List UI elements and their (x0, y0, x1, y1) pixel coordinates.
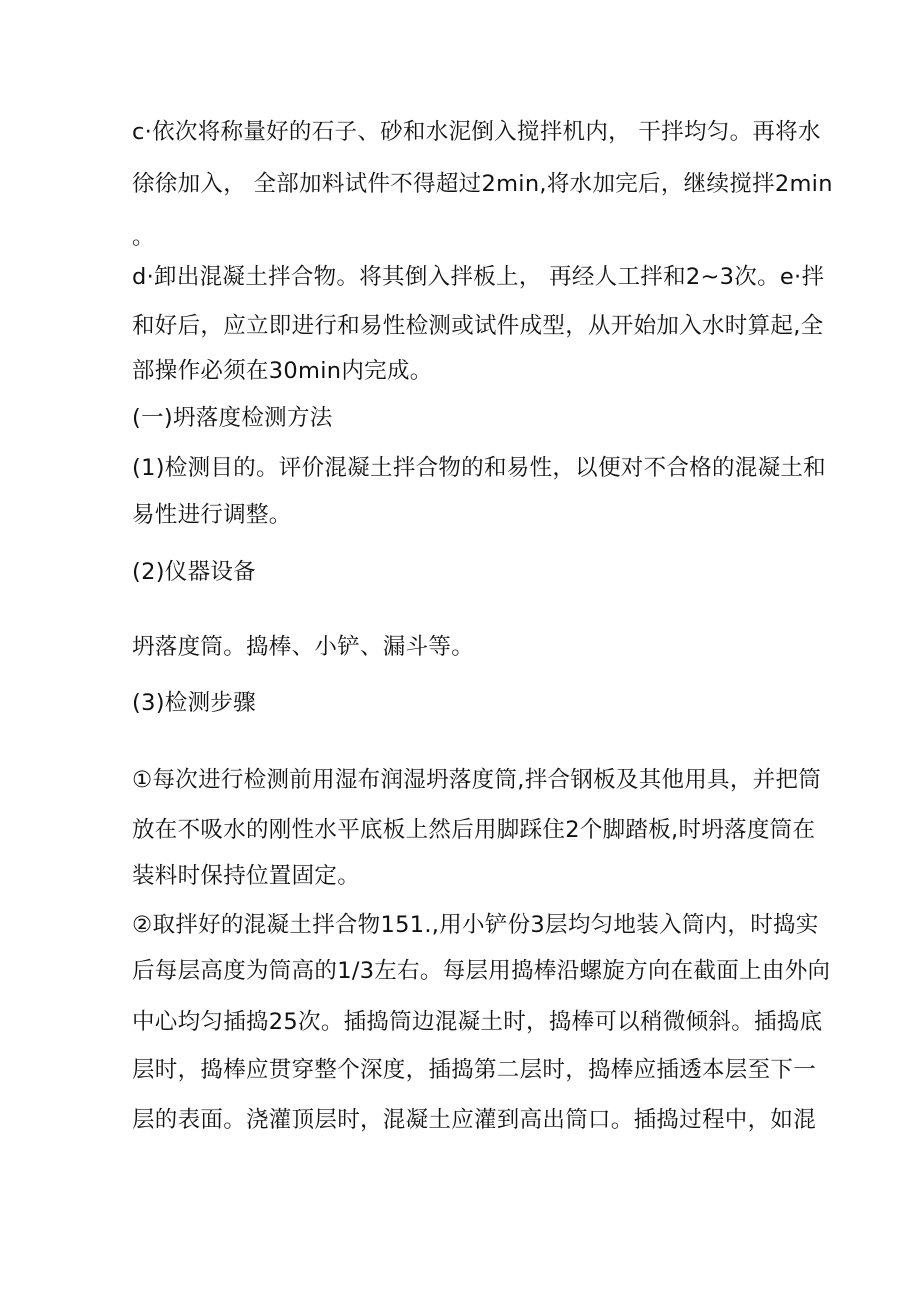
step-1-line-2: 放在不吸水的刚性水平底板上然后用脚踩住2个脚踏板,时坍落度筒在 (132, 817, 816, 843)
step-1-line-1: ①每次进行检测前用湿布润湿坍落度筒,拌合钢板及其他用具，并把筒 (132, 767, 822, 793)
steps-heading: (3)检测步骤 (132, 690, 256, 716)
step-2-line-5: 层的表面。浇灌顶层时，混凝土应灌到高出筒口。插捣过程中，如混 (132, 1107, 817, 1133)
step-2-line-1: ②取拌好的混凝土拌合物151.,用小铲份3层均匀地装入筒内，时捣实 (132, 912, 819, 938)
equipment-list: 坍落度筒。捣棒、小铲、漏斗等。 (132, 634, 475, 660)
step-2-line-2: 后每层高度为筒高的1/3左右。每层用捣棒沿螺旋方向在截面上由外向 (132, 958, 831, 984)
purpose-line-1: (1)检测目的。评价混凝土拌合物的和易性，以便对不合格的混凝土和 (132, 455, 826, 481)
paragraph-c-line-3: 。 (132, 224, 155, 250)
step-1-line-3: 装料时保持位置固定。 (132, 863, 361, 889)
paragraph-d-line-3: 部操作必须在30min内完成。 (132, 358, 433, 384)
paragraph-d-line-1: d·卸出混凝土拌合物。将其倒入拌板上， 再经人工拌和2~3次。e·拌 (132, 264, 825, 290)
paragraph-d-line-2: 和好后，应立即进行和易性检测或试件成型，从开始加入水时算起,全 (132, 313, 824, 339)
equipment-heading: (2)仪器设备 (132, 559, 256, 585)
step-2-line-4: 层时，捣棒应贯穿整个深度，插捣第二层时，捣棒应插透本层至下一 (132, 1057, 817, 1083)
purpose-line-2: 易性进行调整。 (132, 502, 292, 528)
paragraph-c-line-1: c·依次将称量好的石子、砂和水泥倒入搅拌机内， 干拌均匀。再将水 (132, 119, 821, 145)
section-heading-slump-test: (一)坍落度检测方法 (132, 405, 333, 431)
paragraph-c-line-2: 徐徐加入， 全部加料试件不得超过2min,将水加完后，继续搅拌2min (132, 171, 833, 197)
step-2-line-3: 中心均匀插捣25次。插捣筒边混凝土时，捣棒可以稍微倾斜。插捣底 (132, 1009, 823, 1035)
